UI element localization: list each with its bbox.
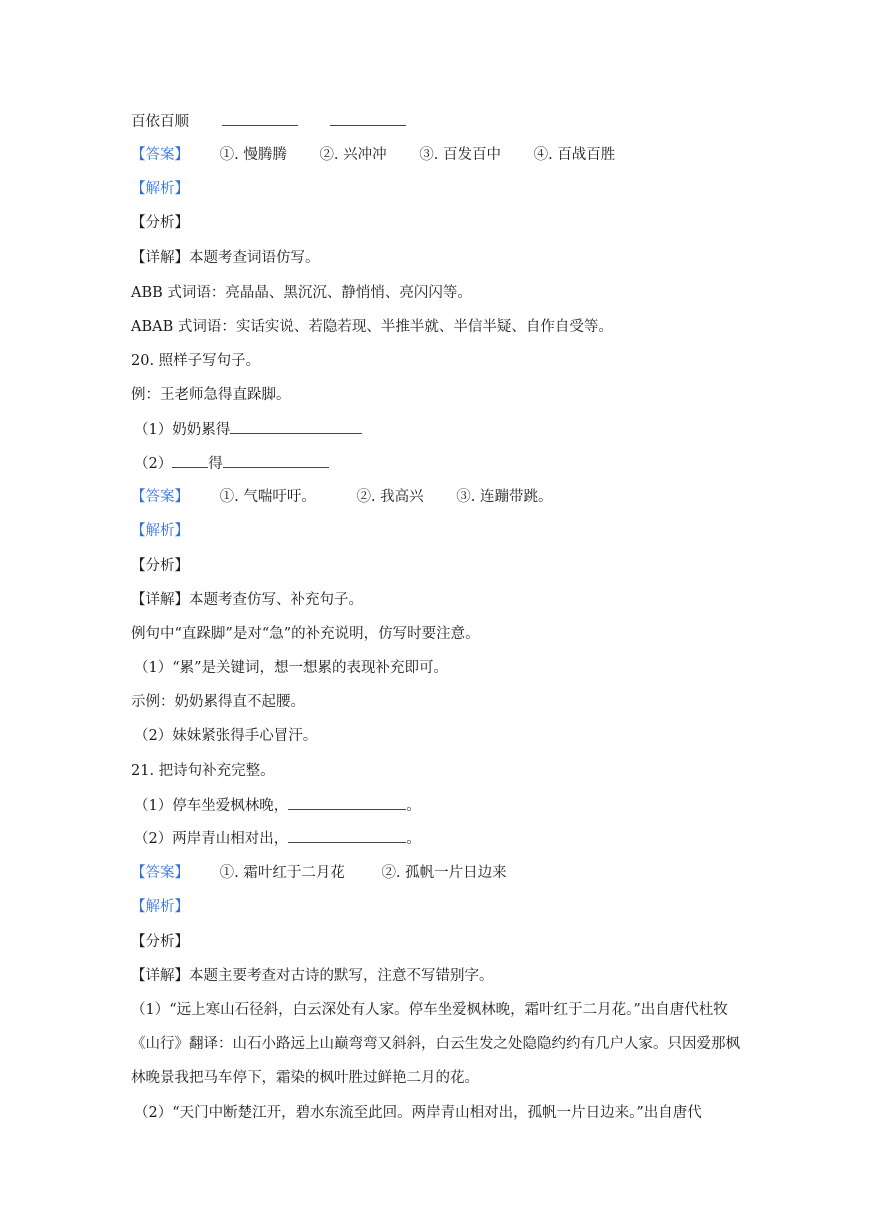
q20-example: 例：王老师急得直跺脚。 bbox=[131, 387, 291, 403]
q20-item2 bbox=[134, 454, 329, 474]
q21-answer-line bbox=[131, 863, 507, 883]
answer-tag: 【答案】 bbox=[131, 489, 189, 505]
answer-blank bbox=[288, 829, 406, 843]
answer-option: ②. 我高兴 bbox=[356, 489, 424, 505]
q21-item1-text: （1）停车坐爱枫林晚， bbox=[134, 798, 289, 814]
answer-option: ②. 兴冲冲 bbox=[319, 147, 387, 163]
detail-line: 【详解】本题考查仿写、补充句子。 bbox=[131, 592, 363, 608]
q20-item1 bbox=[134, 420, 362, 440]
fenxi-tag: 【分析】 bbox=[131, 215, 189, 231]
q19-answer-line bbox=[131, 145, 615, 165]
q21-item2-text: （2）两岸青山相对出， bbox=[134, 831, 289, 847]
explanation-line: 例句中“直跺脚”是对“急”的补充说明，仿写时要注意。 bbox=[131, 626, 480, 642]
abb-line: ABB 式词语：亮晶晶、黑沉沉、静悄悄、亮闪闪等。 bbox=[131, 285, 472, 301]
analysis-tag: 【解析】 bbox=[131, 523, 189, 539]
explanation-line: 示例：奶奶累得直不起腰。 bbox=[131, 694, 305, 710]
q21-item2-tail: 。 bbox=[406, 831, 421, 847]
answer-option: ③. 百发百中 bbox=[419, 147, 501, 163]
answer-option: ①. 慢腾腾 bbox=[219, 147, 287, 163]
q20-item1-text: （1）奶奶累得 bbox=[134, 422, 231, 438]
q21-item1 bbox=[134, 796, 421, 816]
detail-line: 【详解】本题考查词语仿写。 bbox=[131, 250, 320, 266]
detail-line: 【详解】本题主要考查对古诗的默写，注意不写错别字。 bbox=[131, 968, 494, 984]
answer-option: ①. 气喘吁吁。 bbox=[219, 489, 316, 505]
fenxi-tag: 【分析】 bbox=[131, 558, 189, 574]
answer-blank bbox=[172, 454, 208, 468]
answer-option: ③. 连蹦带跳。 bbox=[456, 489, 553, 505]
answer-option: ④. 百战百胜 bbox=[533, 147, 616, 163]
answer-blank bbox=[222, 112, 298, 126]
answer-blank bbox=[230, 420, 362, 434]
poem-explanation-2: （2）“天门中断楚江开，碧水东流至此回。两岸青山相对出，孤帆一片日边来。”出自唐代 bbox=[134, 1105, 702, 1121]
answer-blank bbox=[288, 796, 406, 810]
answer-option: ②. 孤帆一片日边来 bbox=[381, 865, 507, 881]
answer-option: ①. 霜叶红于二月花 bbox=[219, 865, 345, 881]
q19-word: 百依百顺 bbox=[131, 114, 189, 130]
fenxi-tag: 【分析】 bbox=[131, 934, 189, 950]
explanation-line: （2）妹妹紧张得手心冒汗。 bbox=[134, 728, 318, 744]
q20-title: 20. 照样子写句子。 bbox=[131, 353, 261, 369]
answer-blank bbox=[223, 454, 329, 468]
abab-line: ABAB 式词语：实话实说、若隐若现、半推半就、半信半疑、自作自受等。 bbox=[131, 319, 613, 335]
q20-item2-text: （2） bbox=[134, 456, 173, 472]
answer-blank bbox=[330, 112, 406, 126]
answer-tag: 【答案】 bbox=[131, 147, 189, 163]
poem-explanation-1: （1）“远上寒山石径斜，白云深处有人家。停车坐爱枫林晚，霜叶红于二月花。”出自唐代杜牧《山行》翻译：山石小路远上山巅弯弯又斜斜，白云生发之处隐隐约约有几户人家。只因爱那枫林晚景我把马车停下，霜染的枫叶胜过鲜艳二月的花。 bbox=[131, 1002, 740, 1086]
q20-item2-mid: 得 bbox=[208, 456, 223, 472]
q21-item1-tail: 。 bbox=[406, 798, 421, 814]
answer-tag: 【答案】 bbox=[131, 865, 189, 881]
explanation-line: （1）“累”是关键词，想一想累的表现补充即可。 bbox=[134, 660, 449, 676]
q19-word-line bbox=[131, 112, 406, 132]
analysis-tag: 【解析】 bbox=[131, 181, 189, 197]
analysis-tag: 【解析】 bbox=[131, 899, 189, 915]
q21-item2 bbox=[134, 829, 421, 849]
q21-title: 21. 把诗句补充完整。 bbox=[131, 763, 275, 779]
q20-answer-line bbox=[131, 487, 552, 507]
